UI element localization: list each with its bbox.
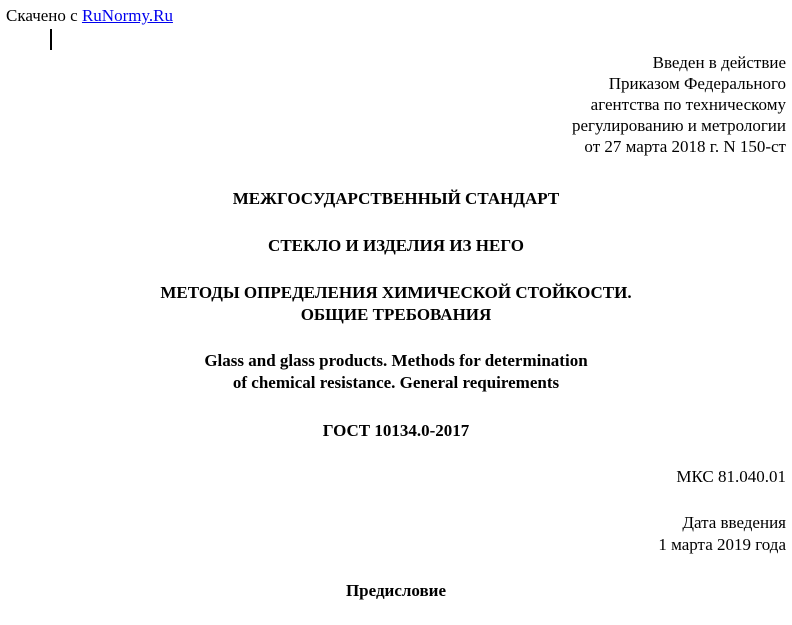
standard-title-text: СТЕКЛО И ИЗДЕЛИЯ ИЗ НЕГО [268, 236, 524, 255]
english-title-line: of chemical resistance. General requirements [232, 373, 560, 392]
runormy-link[interactable]: RuNormy.Ru [81, 6, 173, 25]
introduction-date: 1 марта 2019 года [658, 535, 786, 554]
introduction-label: Дата введения [682, 513, 786, 532]
mks-code: МКС 81.040.01 [676, 467, 786, 486]
text-cursor [50, 29, 52, 50]
approval-line: от 27 марта 2018 г. N 150-ст [584, 137, 786, 156]
source-line [6, 6, 173, 26]
approval-line: агентства по техническому [590, 95, 786, 114]
standard-subtitle [0, 282, 792, 326]
source-prefix: Скачено с [6, 6, 78, 25]
preface-heading-text: Предисловие [345, 581, 447, 600]
introduction-date-block [658, 512, 786, 556]
standard-subtitle-line: МЕТОДЫ ОПРЕДЕЛЕНИЯ ХИМИЧЕСКОЙ СТОЙКОСТИ. [160, 283, 632, 302]
approval-line: регулированию и метрологии [571, 116, 786, 135]
approval-line: Приказом Федерального [608, 74, 786, 93]
approval-line: Введен в действие [652, 53, 786, 72]
approval-block [572, 52, 786, 157]
gost-code-text: ГОСТ 10134.0-2017 [322, 421, 470, 440]
standard-type-text: МЕЖГОСУДАРСТВЕННЫЙ СТАНДАРТ [232, 189, 560, 208]
preface-heading [0, 580, 792, 602]
standard-type [0, 188, 792, 210]
standard-subtitle-line: ОБЩИЕ ТРЕБОВАНИЯ [300, 305, 492, 324]
english-title-line: Glass and glass products. Methods for determination [204, 351, 588, 370]
english-title [0, 350, 792, 394]
gost-code [0, 420, 792, 442]
standard-title [0, 235, 792, 257]
